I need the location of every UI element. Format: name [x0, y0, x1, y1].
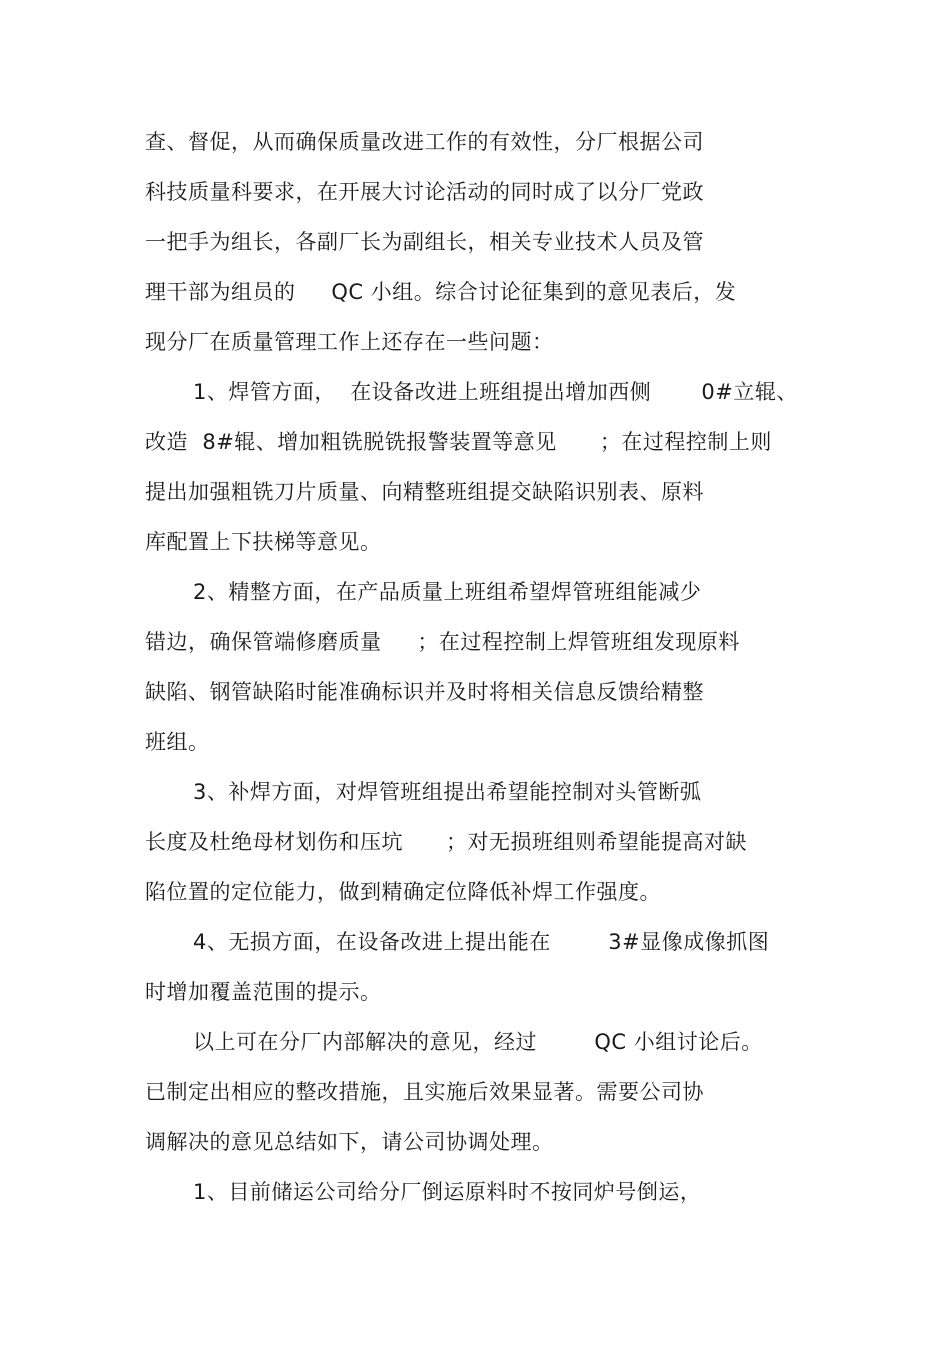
text-line: 时增加覆盖范围的提示。: [145, 980, 382, 1004]
text-line: 已制定出相应的整改措施，且实施后效果显著。需要公司协: [145, 1080, 704, 1104]
paragraph-start-line: 4、无损方面，在设备改进上提出能在 3#显像成像抓图: [193, 930, 770, 954]
paragraph-start-line: 3、补焊方面，对焊管班组提出希望能控制对头管断弧: [193, 780, 702, 804]
text-line: 库配置上下扶梯等意见。: [145, 530, 382, 554]
text-line: 错边，确保管端修磨质量 ；在过程控制上焊管班组发现原料: [145, 630, 740, 654]
paragraph-start-line: 1、目前储运公司给分厂倒运原料时不按同炉号倒运，: [193, 1180, 702, 1204]
text-line: 现分厂在质量管理工作上还存在一些问题：: [145, 330, 554, 354]
text-line: 科技质量科要求，在开展大讨论活动的同时成了以分厂党政: [145, 180, 704, 204]
text-line: 班组。: [145, 730, 210, 754]
text-line: 提出加强粗铣刀片质量、向精整班组提交缺陷识别表、原料: [145, 480, 704, 504]
text-line: 陷位置的定位能力，做到精确定位降低补焊工作强度。: [145, 880, 661, 904]
text-line: 查、督促，从而确保质量改进工作的有效性，分厂根据公司: [145, 130, 704, 154]
text-line: 调解决的意见总结如下，请公司协调处理。: [145, 1130, 554, 1154]
text-line: 长度及杜绝母材划伤和压坑 ；对无损班组则希望能提高对缺: [145, 830, 748, 854]
text-line: 缺陷、钢管缺陷时能准确标识并及时将相关信息反馈给精整: [145, 680, 704, 704]
paragraph-start-line: 2、精整方面，在产品质量上班组希望焊管班组能减少: [193, 580, 702, 604]
paragraph-start-line: 以上可在分厂内部解决的意见，经过 QC 小组讨论后。: [193, 1030, 763, 1054]
text-line: 一把手为组长，各副厂长为副组长，相关专业技术人员及管: [145, 230, 704, 254]
paragraph-start-line: 1、焊管方面， 在设备改进上班组提出增加西侧 0#立辊、: [193, 380, 798, 404]
text-line: 理干部为组员的 QC 小组。综合讨论征集到的意见表后，发: [145, 280, 737, 304]
text-line: 改造 8#辊、增加粗铣脱铣报警装置等意见 ；在过程控制上则: [145, 430, 772, 454]
